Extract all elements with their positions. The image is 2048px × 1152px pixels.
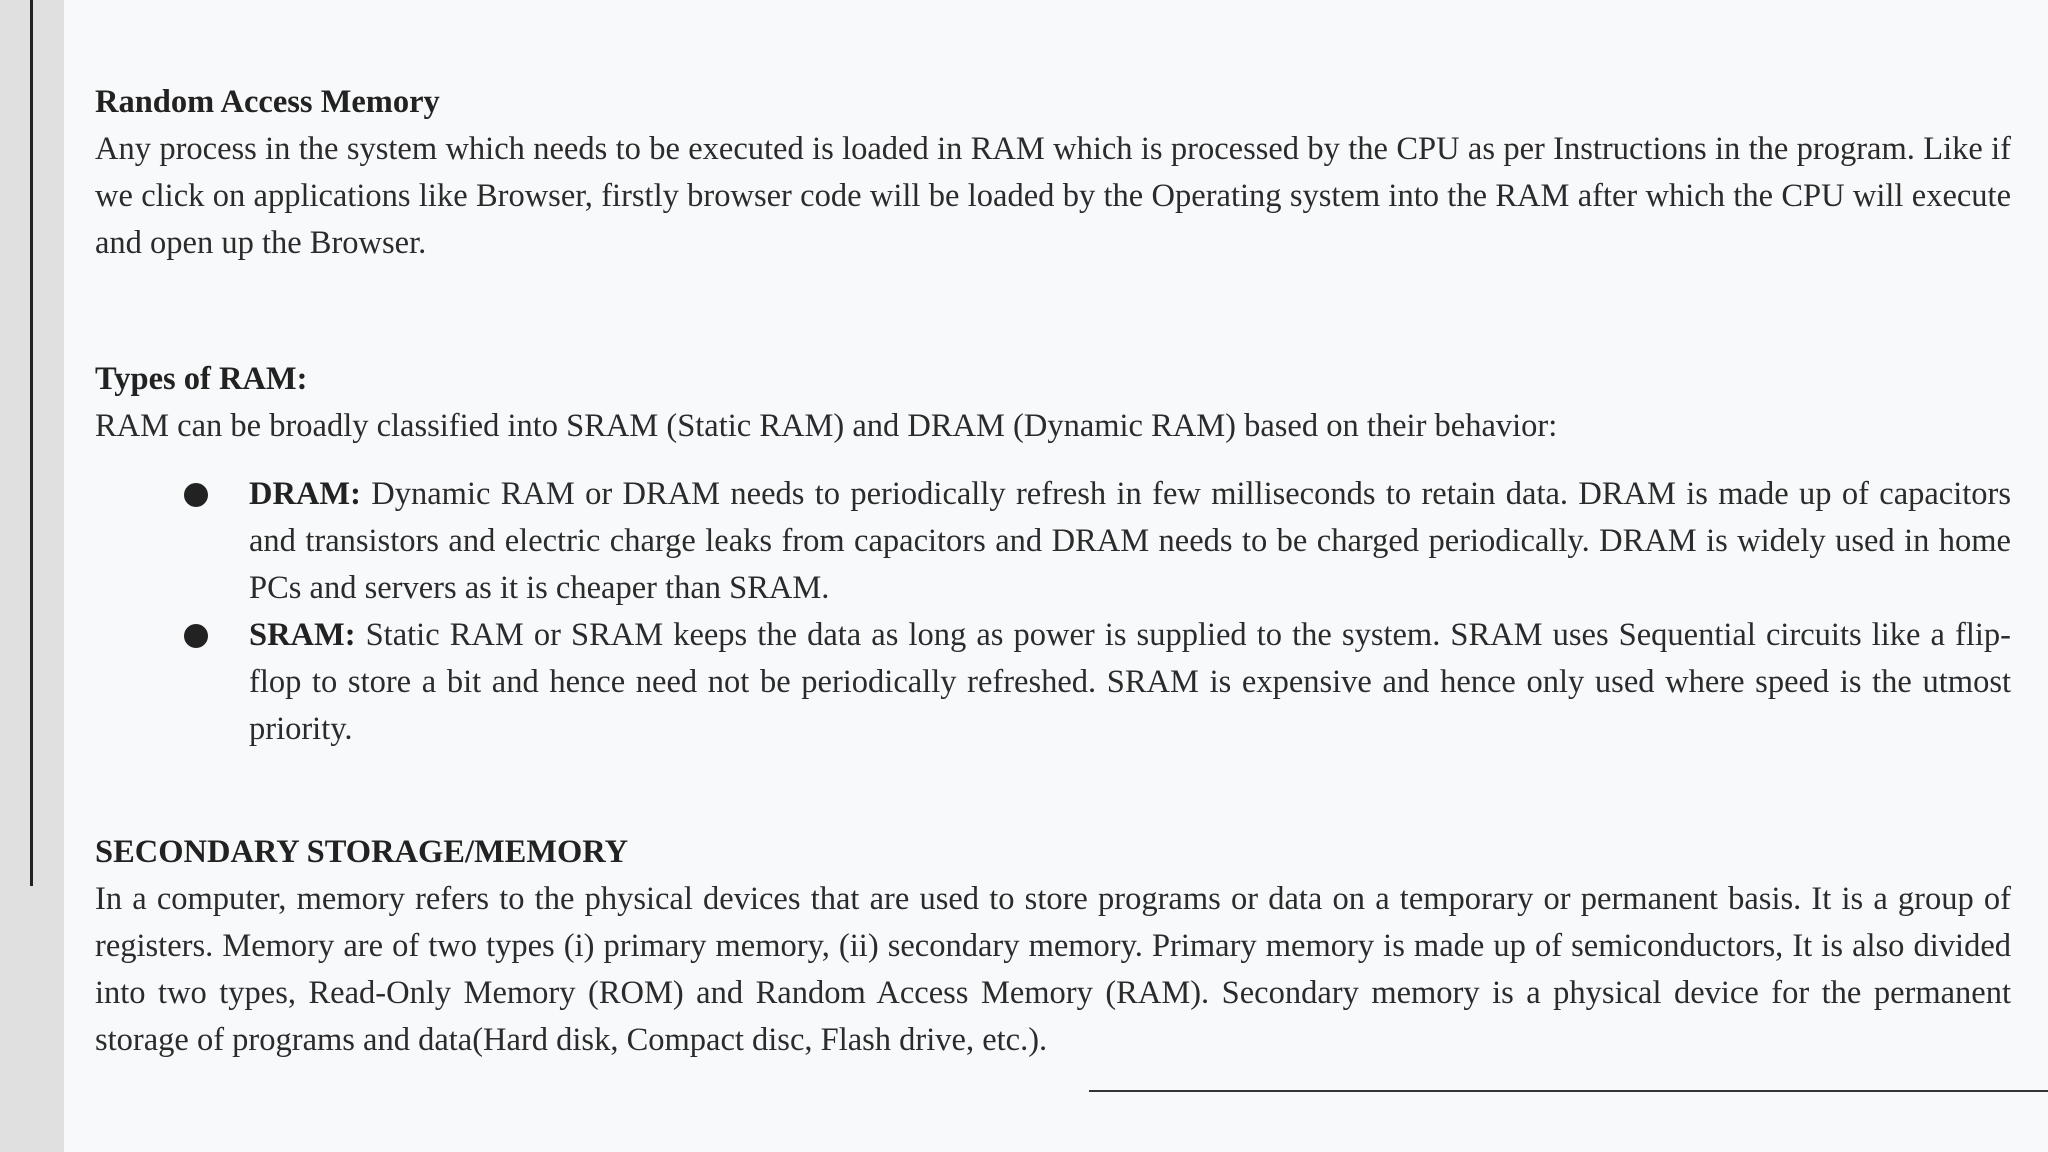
margin-rule <box>30 0 33 886</box>
bullet-term: SRAM: <box>249 617 356 653</box>
bullet-dot-icon <box>184 483 208 507</box>
footer-rule <box>1089 1090 2048 1092</box>
section-random-access-memory <box>95 79 2011 267</box>
section-paragraph: In a computer, memory refers to the physical devices that are used to store programs or data on a temporary or permanent basis. It is a group of registers. Memory are of two types (i) primary memory, (ii) secondary memory. Primary memory is made up of semiconductors, It is also divided into two types, Read-Only Memory (ROM) and Random Access Memory (RAM). Secondary memory is a physical device for the permanent storage of programs and data(Hard disk, Compact disc, Flash drive, etc.). <box>95 881 2011 1058</box>
bullet-list <box>95 471 2011 753</box>
section-intro: RAM can be broadly classified into SRAM (Static RAM) and DRAM (Dynamic RAM) based on their behavior: <box>95 408 1558 444</box>
section-heading: Random Access Memory <box>95 84 440 120</box>
section-heading: Types of RAM: <box>95 361 308 397</box>
section-types-of-ram <box>95 356 2011 753</box>
bullet-term: DRAM: <box>249 476 361 512</box>
bullet-text: Dynamic RAM or DRAM needs to periodically refresh in few milliseconds to retain data. DRAM is made up of capacitors and transistors and electric charge leaks from capacitors and DRAM needs to be charged periodically. DRAM is widely used in home PCs and servers as it is cheaper than SRAM. <box>249 476 2011 606</box>
section-secondary-storage <box>95 829 2011 1064</box>
bullet-item-sram <box>95 612 2011 753</box>
bullet-text: Static RAM or SRAM keeps the data as long as power is supplied to the system. SRAM uses Sequential circuits like a flip-flop to store a bit and hence need not be periodically refreshed. SRAM is expensive and hence only used where speed is the utmost priority. <box>249 617 2011 747</box>
section-heading: SECONDARY STORAGE/MEMORY <box>95 834 629 870</box>
document-page <box>64 0 2048 1152</box>
section-paragraph: Any process in the system which needs to be executed is loaded in RAM which is processed by the CPU as per Instructions in the program. Like if we click on applications like Browser, firstly browser code will be loaded by the Operating system into the RAM after which the CPU will execute and open up the Browser. <box>95 131 2011 261</box>
bullet-item-dram <box>95 471 2011 612</box>
bullet-dot-icon <box>184 624 208 648</box>
left-margin <box>0 0 64 1152</box>
